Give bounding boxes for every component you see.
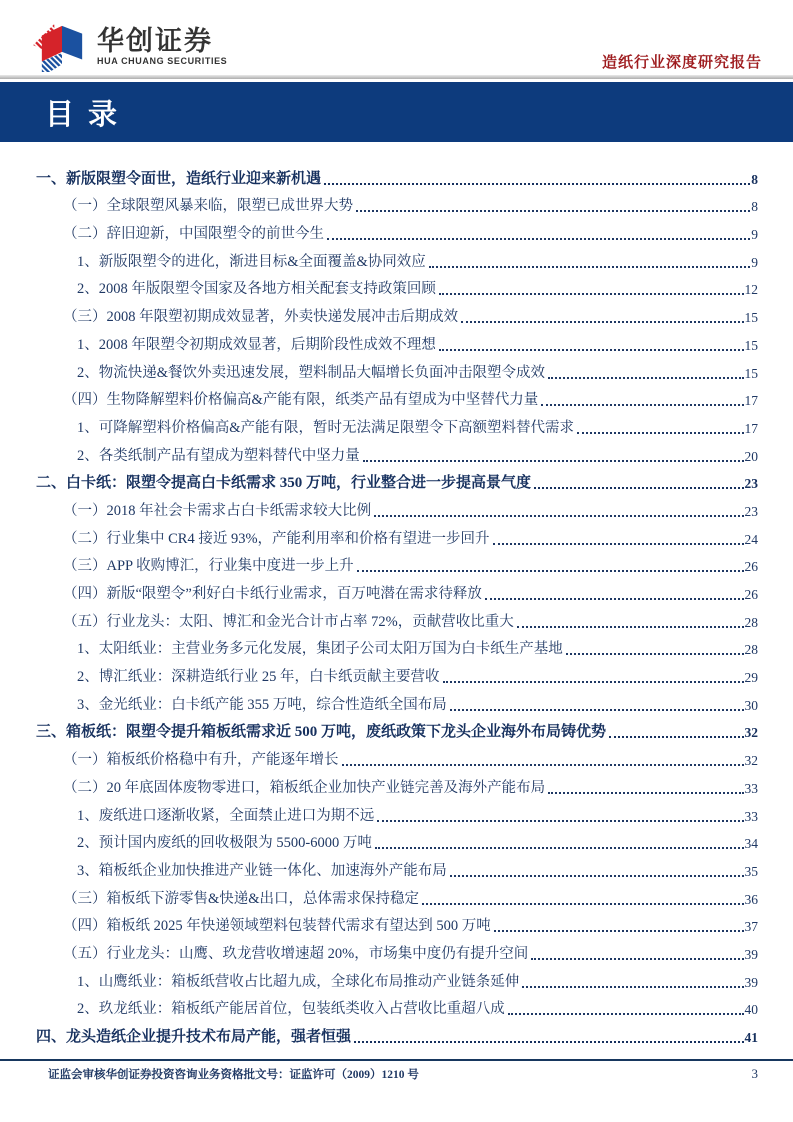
toc-entry[interactable] bbox=[36, 164, 758, 192]
toc-entry[interactable] bbox=[36, 662, 758, 690]
toc-entry-text: 2、博汇纸业：深耕造纸行业 25 年，白卡纸贡献主要营收 bbox=[77, 669, 440, 686]
toc-leader-dots bbox=[609, 735, 743, 738]
toc-leader-dots bbox=[363, 459, 744, 462]
toc-entry[interactable] bbox=[36, 302, 758, 330]
toc-entry[interactable] bbox=[36, 773, 758, 801]
toc-entry[interactable] bbox=[36, 856, 758, 884]
toc-entry[interactable] bbox=[36, 579, 758, 607]
footer-divider bbox=[0, 1059, 793, 1061]
toc-page-number: 39 bbox=[744, 946, 758, 962]
toc-leader-dots bbox=[566, 652, 744, 655]
toc-leader-dots bbox=[450, 708, 744, 711]
toc-entry[interactable] bbox=[36, 995, 758, 1023]
toc-entry-text: （一）全球限塑风暴来临，限塑已成世界大势 bbox=[63, 198, 353, 215]
toc-page-number: 30 bbox=[744, 697, 758, 713]
toc-page-number: 34 bbox=[744, 836, 758, 852]
toc-page-number: 9 bbox=[751, 227, 758, 243]
toc-leader-dots bbox=[327, 237, 750, 240]
toc-entry[interactable] bbox=[36, 912, 758, 940]
page-title: 目 录 bbox=[45, 98, 121, 131]
toc-page-number: 35 bbox=[744, 863, 758, 879]
toc-page-number: 39 bbox=[744, 974, 758, 990]
toc-leader-dots bbox=[517, 625, 744, 628]
toc-entry[interactable] bbox=[36, 441, 758, 469]
toc-entry-text: （一）箱板纸价格稳中有升，产能逐年增长 bbox=[63, 752, 339, 769]
toc-entry-text: 1、新版限塑令的进化，渐进目标&全面覆盖&协同效应 bbox=[77, 253, 426, 270]
toc-leader-dots bbox=[377, 819, 743, 822]
toc-leader-dots bbox=[548, 376, 743, 379]
toc-leader-dots bbox=[548, 791, 743, 794]
toc-leader-dots bbox=[439, 292, 744, 295]
toc-entry[interactable] bbox=[36, 247, 758, 275]
toc-page-number: 12 bbox=[744, 282, 758, 298]
title-bar bbox=[0, 82, 793, 142]
toc-page-number: 15 bbox=[744, 337, 758, 353]
toc-entry-text: 1、可降解塑料价格偏高&产能有限，暂时无法满足限塑令下高额塑料替代需求 bbox=[77, 419, 575, 436]
toc-leader-dots bbox=[493, 542, 744, 545]
toc-leader-dots bbox=[494, 929, 744, 932]
toc-entry[interactable] bbox=[36, 967, 758, 995]
footer-page-number: 3 bbox=[751, 1066, 758, 1081]
toc-entry[interactable] bbox=[36, 801, 758, 829]
page-header bbox=[0, 0, 793, 75]
toc-entry-text: （四）箱板纸 2025 年快递领域塑料包装替代需求有望达到 500 万吨 bbox=[63, 918, 491, 935]
toc-entry[interactable] bbox=[36, 884, 758, 912]
toc-leader-dots bbox=[439, 348, 744, 351]
toc-entry[interactable] bbox=[36, 939, 758, 967]
toc-entry[interactable] bbox=[36, 829, 758, 857]
toc-entry[interactable] bbox=[36, 386, 758, 414]
toc-page-number: 41 bbox=[744, 1030, 758, 1045]
toc-entry-text: （四）生物降解塑料价格偏高&产能有限，纸类产品有望成为中坚替代力量 bbox=[63, 392, 539, 409]
toc-entry-text: （三）2008 年限塑初期成效显著，外卖快递发展冲击后期成效 bbox=[63, 309, 459, 326]
toc-page-number: 33 bbox=[744, 808, 758, 824]
toc-page-number: 33 bbox=[744, 780, 758, 796]
toc-leader-dots bbox=[531, 957, 743, 960]
toc-entry-text: （二）20 年底固体废物零进口，箱板纸企业加快产业链完善及海外产能布局 bbox=[63, 779, 546, 796]
toc-entry-text: （二）辞旧迎新，中国限塑令的前世今生 bbox=[63, 226, 324, 243]
toc-page-number: 23 bbox=[744, 476, 758, 492]
toc-leader-dots bbox=[422, 902, 743, 905]
brand-name-en: HUA CHUANG SECURITIES bbox=[97, 56, 228, 66]
toc-entry-text: （三）箱板纸下游零售&快递&出口，总体需求保持稳定 bbox=[63, 890, 420, 907]
toc-entry-text: （一）2018 年社会卡需求占白卡纸需求较大比例 bbox=[63, 502, 372, 519]
toc-entry[interactable] bbox=[36, 496, 758, 524]
toc-leader-dots bbox=[522, 985, 743, 988]
page-footer bbox=[48, 1066, 758, 1082]
toc-page-number: 26 bbox=[744, 559, 758, 575]
toc-leader-dots bbox=[450, 874, 744, 877]
toc-entry[interactable] bbox=[36, 413, 758, 441]
logo-text bbox=[97, 24, 227, 66]
toc-leader-dots bbox=[577, 431, 743, 434]
toc-entry[interactable] bbox=[36, 358, 758, 386]
toc-page-number: 17 bbox=[744, 393, 758, 409]
toc-entry-text: （三）APP 收购博汇，行业集中度进一步上升 bbox=[63, 558, 354, 575]
toc-leader-dots bbox=[541, 403, 743, 406]
toc-entry[interactable] bbox=[36, 718, 758, 746]
huachuang-cube-icon bbox=[33, 24, 91, 72]
toc-entry-text: 3、金光纸业：白卡纸产能 355 万吨，综合性造纸全国布局 bbox=[77, 696, 447, 713]
toc-entry[interactable] bbox=[36, 275, 758, 303]
toc-page-number: 32 bbox=[744, 753, 758, 769]
toc-page-number: 9 bbox=[751, 254, 758, 270]
toc-page-number: 23 bbox=[744, 503, 758, 519]
toc-entry-text: 2、物流快递&餐饮外卖迅速发展，塑料制品大幅增长负面冲击限塑令成效 bbox=[77, 364, 546, 381]
toc-entry[interactable] bbox=[36, 330, 758, 358]
toc-entry[interactable] bbox=[36, 607, 758, 635]
toc-entry-text: 三、箱板纸：限塑令提升箱板纸需求近 500 万吨，废纸政策下龙头企业海外布局铸优势 bbox=[36, 724, 607, 741]
toc-entry-text: 2、预计国内废纸的回收极限为 5500-6000 万吨 bbox=[77, 835, 372, 852]
toc-leader-dots bbox=[429, 265, 750, 268]
toc-entry[interactable] bbox=[36, 745, 758, 773]
toc-entry[interactable] bbox=[36, 690, 758, 718]
toc-entry-text: 1、废纸进口逐渐收紧，全面禁止进口为期不远 bbox=[77, 807, 375, 824]
toc-leader-dots bbox=[485, 597, 744, 600]
toc-entry[interactable] bbox=[36, 469, 758, 497]
toc-entry-text: 一、新版限塑令面世，造纸行业迎来新机遇 bbox=[36, 170, 322, 187]
toc-page-number: 17 bbox=[744, 420, 758, 436]
toc-leader-dots bbox=[534, 486, 743, 489]
toc-entry[interactable] bbox=[36, 192, 758, 220]
toc-page-number: 37 bbox=[744, 919, 758, 935]
toc-page-number: 29 bbox=[744, 670, 758, 686]
toc-page-number: 15 bbox=[744, 310, 758, 326]
toc-entry-text: 四、龙头造纸企业提升技术布局产能，强者恒强 bbox=[36, 1029, 352, 1045]
toc-page-number: 20 bbox=[744, 448, 758, 464]
toc-entry-text: （五）行业龙头：山鹰、玖龙营收增速超 20%，市场集中度仍有提升空间 bbox=[63, 945, 529, 962]
toc-entry-text: 3、箱板纸企业加快推进产业链一体化、加速海外产能布局 bbox=[77, 862, 447, 879]
toc-entry[interactable] bbox=[36, 1022, 758, 1050]
toc-entry-text: 1、太阳纸业：主营业务多元化发展，集团子公司太阳万国为白卡纸生产基地 bbox=[77, 641, 563, 658]
footer-license-text: 证监会审核华创证券投资咨询业务资格批文号：证监许可（2009）1210 号 bbox=[48, 1069, 419, 1081]
toc-page-number: 28 bbox=[744, 614, 758, 630]
toc-leader-dots bbox=[461, 320, 743, 323]
toc-page-number: 36 bbox=[744, 891, 758, 907]
toc-page-number: 8 bbox=[751, 199, 758, 215]
toc-entry[interactable] bbox=[36, 552, 758, 580]
toc-entry-text: 2、2008 年版限塑令国家及各地方相关配套支持政策回顾 bbox=[77, 281, 436, 298]
toc-leader-dots bbox=[443, 680, 744, 683]
toc-leader-dots bbox=[375, 846, 744, 849]
toc-entry-text: 2、各类纸制产品有望成为塑料替代中坚力量 bbox=[77, 447, 360, 464]
toc-entry-text: 二、白卡纸：限塑令提高白卡纸需求 350 万吨，行业整合进一步提高景气度 bbox=[36, 475, 532, 492]
toc-entry-text: （五）行业龙头：太阳、博汇和金光合计市占率 72%，贡献营收比重大 bbox=[63, 613, 514, 630]
huachuang-logo bbox=[33, 24, 227, 72]
brand-name-cn: 华创证券 bbox=[97, 26, 213, 56]
report-category-tag: 造纸行业深度研究报告 bbox=[601, 55, 762, 71]
toc-leader-dots bbox=[356, 209, 750, 212]
toc-page-number: 15 bbox=[744, 365, 758, 381]
toc-page-number: 40 bbox=[744, 1002, 758, 1018]
toc-page-number: 24 bbox=[744, 531, 758, 547]
toc-leader-dots bbox=[357, 569, 744, 572]
toc-entry[interactable] bbox=[36, 524, 758, 552]
toc-leader-dots bbox=[374, 514, 743, 517]
toc-page-number: 28 bbox=[744, 642, 758, 658]
toc-page-number: 26 bbox=[744, 587, 758, 602]
toc-entry-text: 1、山鹰纸业：箱板纸营收占比超九成，全球化布局推动产业链条延伸 bbox=[77, 973, 520, 990]
header-divider bbox=[0, 75, 793, 79]
toc-list bbox=[36, 164, 758, 1050]
toc-entry-text: （四）新版“限塑令”利好白卡纸行业需求，百万吨潜在需求待释放 bbox=[63, 586, 482, 602]
toc-page-number: 32 bbox=[744, 725, 758, 741]
toc-leader-dots bbox=[354, 1040, 743, 1043]
toc-entry[interactable] bbox=[36, 635, 758, 663]
toc-entry-text: 1、2008 年限塑令初期成效显著，后期阶段性成效不理想 bbox=[77, 336, 436, 353]
toc-page-number: 8 bbox=[751, 171, 758, 187]
toc-entry-text: （二）行业集中 CR4 接近 93%，产能利用率和价格有望进一步回升 bbox=[63, 530, 490, 547]
toc-entry-text: 2、玖龙纸业：箱板纸产能居首位，包装纸类收入占营收比重超八成 bbox=[77, 1001, 505, 1018]
toc-leader-dots bbox=[324, 182, 750, 185]
toc-leader-dots bbox=[342, 763, 744, 766]
toc-leader-dots bbox=[508, 1012, 744, 1015]
toc-entry[interactable] bbox=[36, 219, 758, 247]
